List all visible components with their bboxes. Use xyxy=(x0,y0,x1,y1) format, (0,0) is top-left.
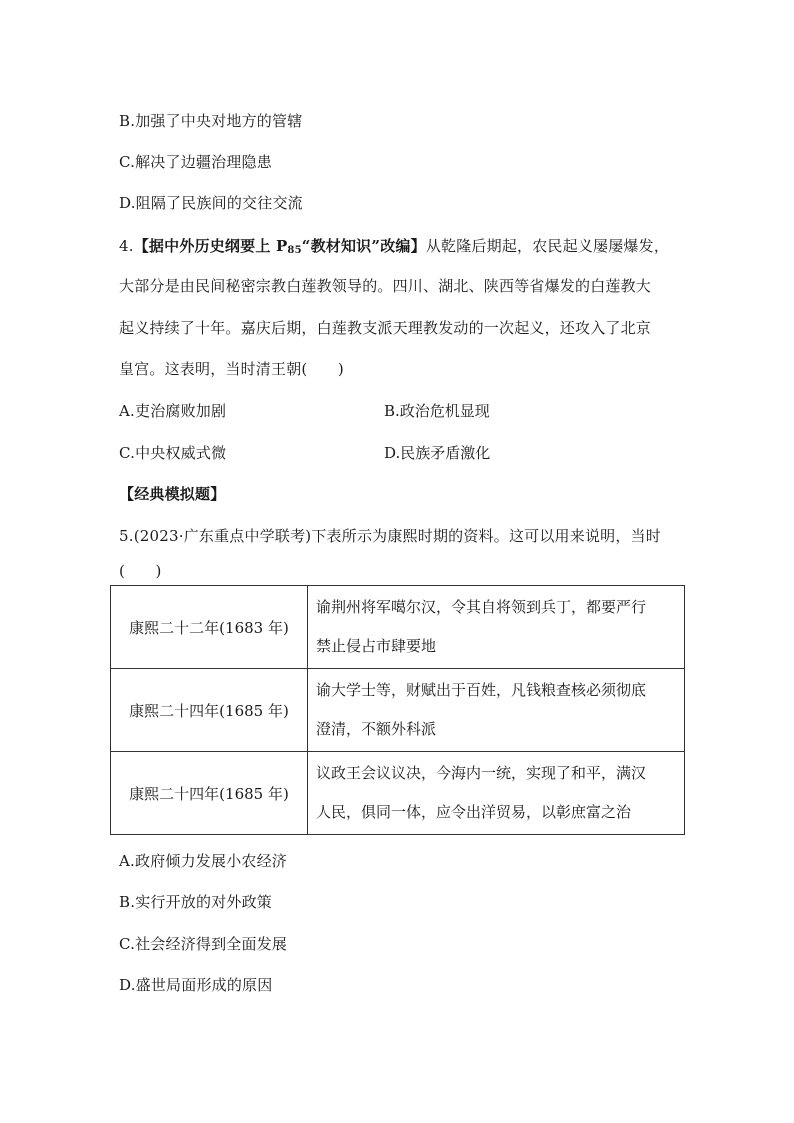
table-cell-text xyxy=(308,752,685,835)
table-cell-text-line: 谕大学士等，财赋出于百姓，凡钱粮查核必须彻底 xyxy=(316,681,647,699)
q5-option-d: D.盛世局面形成的原因 xyxy=(119,976,273,994)
q4-source xyxy=(134,237,426,255)
table-cell-text-line: 议政王会议议决，今海内一统，实现了和平，满汉 xyxy=(316,764,647,782)
q3-option-c: C.解决了边疆治理隐患 xyxy=(119,153,272,171)
q4-source-post: “教材知识”改编】 xyxy=(301,237,426,255)
q3-option-d: D.阻隔了民族间的交往交流 xyxy=(119,194,303,212)
section-title: 【经典模拟题】 xyxy=(119,485,226,503)
q5-line-1: 5.(2023·广东重点中学联考)下表所示为康熙时期的资料。这可以用来说明，当时 xyxy=(119,527,661,545)
table-row xyxy=(111,586,685,669)
q4-source-page: 85 xyxy=(287,245,302,256)
q4-option-d: D.民族矛盾激化 xyxy=(384,444,491,462)
q5-option-a: A.政府倾力发展小农经济 xyxy=(119,852,288,870)
q4-option-a: A.吏治腐败加剧 xyxy=(119,402,227,420)
table-cell-text-line: 谕荆州将军噶尔汉，令其自将领到兵丁，都要严行 xyxy=(316,598,647,616)
table-row xyxy=(111,752,685,835)
table-cell-year: 康熙二十四年(1685 年) xyxy=(111,752,308,835)
table-row xyxy=(111,669,685,752)
table-cell-text xyxy=(308,586,685,669)
table-cell-year: 康熙二十四年(1685 年) xyxy=(111,669,308,752)
q4-line-3: 起义持续了十年。嘉庆后期，白莲教支派天理教发动的一次起义，还攻入了北京 xyxy=(119,319,652,337)
q4-number: 4. xyxy=(119,237,134,255)
table-cell-text-line: 禁止侵占市肆要地 xyxy=(316,637,437,655)
q3-option-b: B.加强了中央对地方的管辖 xyxy=(119,112,303,130)
q5-option-b: B.实行开放的对外政策 xyxy=(119,893,272,911)
q4-line-4: 皇宫。这表明，当时清王朝( ) xyxy=(119,360,344,378)
q4-line-1-rest: 从乾隆后期起，农民起义屡屡爆发， xyxy=(425,237,670,255)
q5-line-2: ( ) xyxy=(119,562,162,580)
q4-line-2: 大部分是由民间秘密宗教白莲教领导的。四川、湖北、陕西等省爆发的白莲教大 xyxy=(119,277,652,295)
q4-option-b: B.政治危机显现 xyxy=(384,402,490,420)
q4-option-c: C.中央权威式微 xyxy=(119,444,227,462)
q4-source-pre: 【据中外历史纲要上 P xyxy=(133,237,288,255)
kangxi-table xyxy=(110,585,685,835)
table-cell-text-line: 澄清，不额外科派 xyxy=(316,720,437,738)
table-cell-year: 康熙二十二年(1683 年) xyxy=(111,586,308,669)
q5-option-c: C.社会经济得到全面发展 xyxy=(119,935,288,953)
q4-line-1 xyxy=(119,235,669,262)
table-cell-text-line: 人民，俱同一体，应令出洋贸易，以彰庶富之治 xyxy=(316,803,632,821)
table-cell-text xyxy=(308,669,685,752)
